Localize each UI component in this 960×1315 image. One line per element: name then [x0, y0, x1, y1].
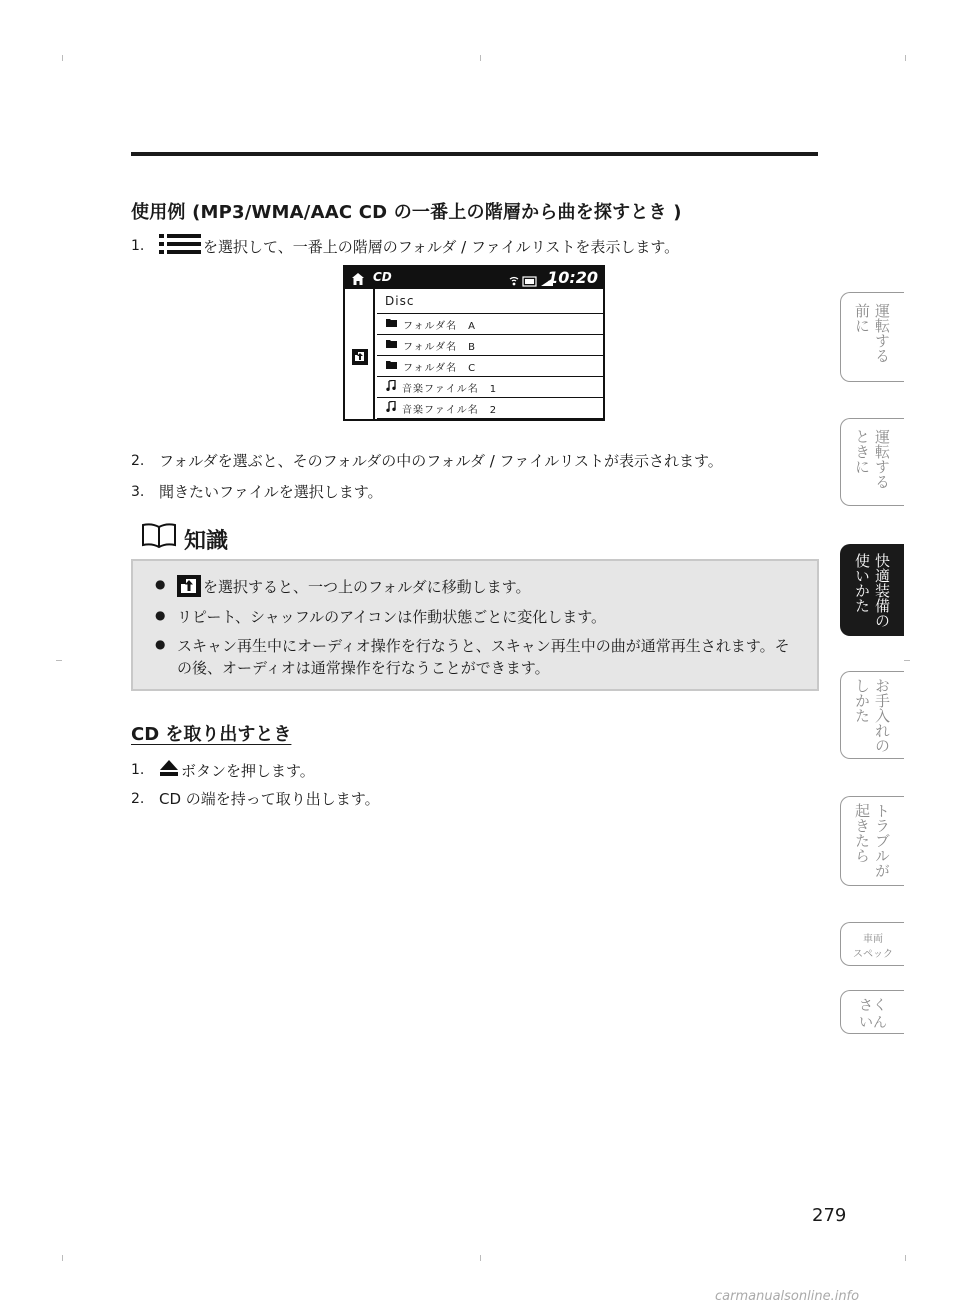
step-text: 聞きたいファイルを選択します。 — [159, 483, 383, 501]
crop-mark — [480, 55, 481, 61]
tab-index[interactable]: さく いん — [840, 990, 904, 1034]
home-icon[interactable] — [351, 271, 365, 290]
knowledge-bullet: ● リピート、シャッフルのアイコンは作動状態ごとに変化します。 — [155, 608, 607, 626]
knowledge-bullet: ● スキャン再生中にオーディオ操作を行なうと、スキャン再生中の曲が通常再生されます。その後、オーディオは通常操作を行なうことができます。 — [155, 637, 790, 677]
screen-clock: 10:20 — [547, 268, 598, 287]
step-number: 2. — [131, 452, 145, 469]
crop-mark — [62, 1255, 63, 1261]
folder-icon — [386, 339, 397, 351]
tab-troubleshooting[interactable]: トラブルが 起きたら — [840, 796, 904, 886]
cd-eject-heading: CD を取り出すとき — [131, 724, 292, 745]
folder-up-icon — [177, 575, 201, 603]
cd-screen-mockup — [343, 265, 605, 421]
crop-mark — [905, 1255, 906, 1261]
screen-row-folder-b[interactable]: フォルダ名 B — [377, 335, 603, 356]
step-number: 3. — [131, 483, 145, 500]
knowledge-heading — [140, 523, 228, 555]
step-3 — [131, 481, 383, 502]
crop-mark — [62, 55, 63, 61]
knowledge-bullet: ● を選択すると、一つ上のフォルダに移動します。 — [155, 575, 807, 603]
music-note-icon — [386, 401, 396, 415]
page-number: 279 — [812, 1205, 847, 1226]
tab-before-driving[interactable]: 運転する 前に — [840, 292, 904, 382]
tab-while-driving[interactable]: 運転する ときに — [840, 418, 904, 506]
tab-comfort-features[interactable]: 快適装備の 使いかた — [840, 544, 904, 636]
open-book-icon — [140, 523, 178, 555]
screen-source-label: CD — [373, 270, 392, 284]
step-number: 2. — [131, 790, 145, 807]
screen-row-disc[interactable]: Disc — [377, 289, 603, 314]
list-menu-icon — [159, 232, 201, 260]
screen-status-bar — [345, 267, 603, 289]
screen-row-music-2[interactable]: 音楽ファイル名 2 — [377, 398, 603, 419]
step-number: 1. — [131, 238, 145, 254]
step-number: 1. — [131, 762, 145, 778]
tab-vehicle-specs[interactable]: 車両 スペック — [840, 922, 904, 966]
watermark: carmanualsonline.info — [715, 1289, 860, 1304]
section-title: 使用例 (MP3/WMA/AAC CD の一番上の階層から曲を探すとき ) — [131, 202, 682, 223]
music-note-icon — [386, 380, 396, 394]
step-1 — [131, 232, 679, 260]
knowledge-box — [131, 559, 819, 691]
step-2 — [131, 450, 723, 471]
crop-mark — [480, 1255, 481, 1261]
screen-row-music-1[interactable]: 音楽ファイル名 1 — [377, 377, 603, 398]
screen-row-folder-c[interactable]: フォルダ名 C — [377, 356, 603, 377]
knowledge-title: 知識 — [184, 528, 229, 554]
step-text: を選択して、一番上の階層のフォルダ / ファイルリストを表示します。 — [203, 237, 680, 256]
cd-step-2 — [131, 788, 380, 809]
screen-left-column — [345, 289, 375, 419]
folder-up-icon[interactable] — [352, 349, 368, 369]
step-text: CD の端を持って取り出します。 — [159, 790, 380, 808]
step-text: フォルダを選ぶと、そのフォルダの中のフォルダ / ファイルリストが表示されます。 — [159, 452, 723, 470]
step-text: ボタンを押します。 — [181, 761, 315, 780]
screen-row-folder-a[interactable]: フォルダ名 A — [377, 314, 603, 335]
crop-mark — [904, 660, 910, 661]
cd-step-1 — [131, 759, 315, 781]
crop-mark — [905, 55, 906, 61]
tab-maintenance[interactable]: お手入れの しかた — [840, 671, 904, 759]
folder-icon — [386, 318, 397, 330]
crop-mark — [56, 660, 62, 661]
folder-icon — [386, 360, 397, 372]
top-rule — [131, 152, 818, 156]
eject-icon — [159, 759, 179, 781]
